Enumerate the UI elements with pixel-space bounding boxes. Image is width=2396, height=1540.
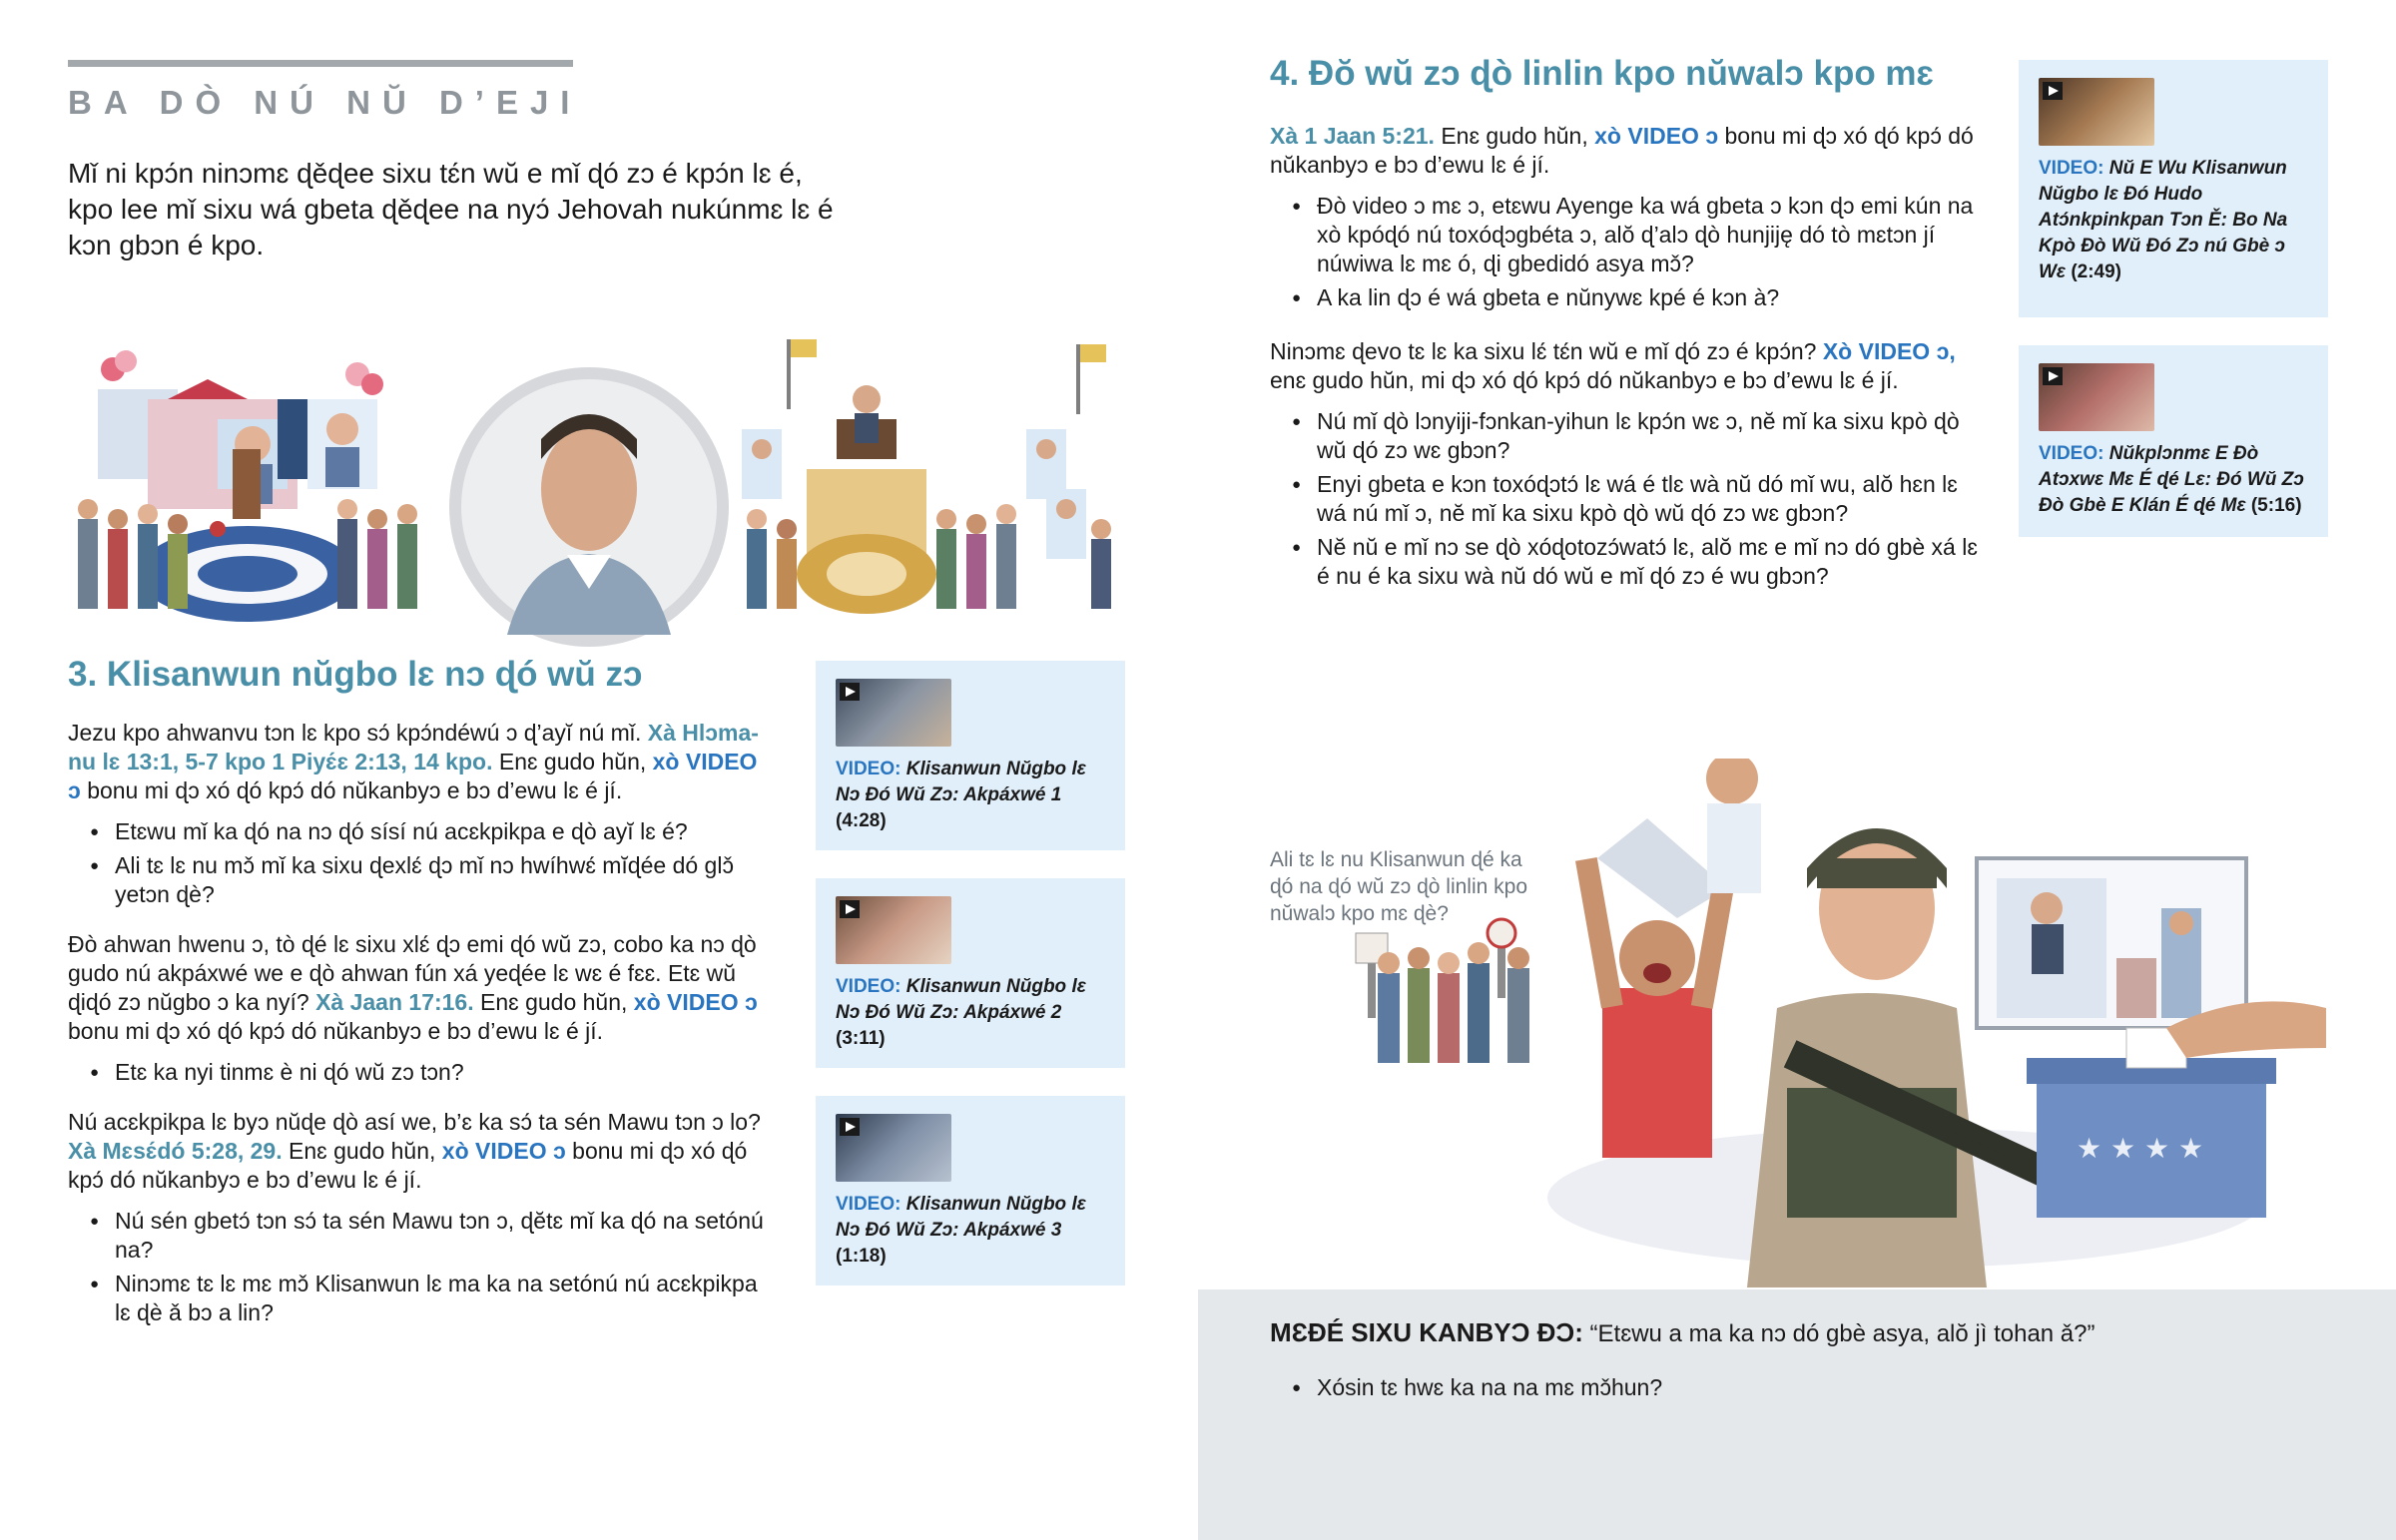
boy-with-flag (1706, 759, 1761, 893)
question-list (68, 1058, 767, 1087)
paragraph-text: bonu mi ɖɔ xó ɖó kpɔ́ dó nŭkanbyɔ e bɔ d’ewu lɛ é jí. (68, 1138, 748, 1193)
footer-label: MƐÐÉ SIXU KANBYƆ ÐƆ: (1270, 1317, 1583, 1347)
question-item: ● Etɛwu mǐ ka ɖó na nɔ ɖó sísí nú acɛkpikpa e ɖò ayĭ lɛ é? (68, 817, 767, 846)
scripture-link[interactable]: Xà 1 Jaan 5:21. (1270, 123, 1435, 149)
video-caption: VIDEO: Klisanwun Nŭgbo lɛ Nɔ Ðó Wŭ Zɔ: Akpáxwé 2 (3:11) (836, 976, 1086, 1049)
question-list (68, 1207, 767, 1327)
paragraph-text: Enɛ gudo hŭn, (498, 749, 647, 774)
question-item: ● Xósin tɛ hwɛ ka na na mɛ mɔ̌hun? (1270, 1373, 2168, 1402)
paragraph-text: Ninɔmɛ ɖevo tɛ lɛ ka sixu lɛ́ tɛ́n wŭ e mǐ ɖó zɔ é kpɔ́n? (1270, 338, 1817, 364)
illustration-caption: Ali tɛ lɛ nu Klisanwun ɖé ka ɖó na ɖó wŭ zɔ ɖò linlin kpo nŭwalɔ kpo mɛ ɖè? (1270, 848, 1527, 925)
footer-question-list (1270, 1373, 2168, 1407)
play-icon[interactable] (840, 1118, 860, 1136)
video-card-4[interactable] (2019, 60, 2328, 317)
video-link[interactable]: xò VIDEO ɔ (1594, 123, 1719, 149)
portrait-medallion (449, 367, 729, 647)
paragraph-text: Enɛ gudo hŭn, (289, 1138, 436, 1164)
play-icon[interactable] (2043, 82, 2063, 100)
section-4-paragraph-2 (1270, 337, 1989, 395)
play-icon[interactable] (840, 900, 860, 918)
scripture-link[interactable]: Xà Jaan 17:16. (315, 989, 474, 1015)
footer-question (1270, 1317, 2096, 1349)
video-thumbnail[interactable] (2039, 78, 2154, 146)
question-item: ● Nú sén gbetɔ́ tɔn sɔ́ ta sén Mawu tɔn ɔ, ɖĕtɛ mǐ ka ɖó na setónú na? (68, 1207, 767, 1265)
question-list (68, 817, 767, 909)
question-item: ● Enyi gbeta e kɔn toxóɖɔtɔ́ lɛ wá é tlɛ wà nŭ dó mǐ wu, alŏ hɛn lɛ wá nú mǐ ɔ, nĕ mǐ ka sixu kpò ɖò wŭ ɖó zɔ wɛ gbɔn? (1270, 470, 1989, 528)
paragraph-text: Ðò ahwan hwenu ɔ, tò ɖé lɛ sixu xlɛ́ ɖɔ emi ɖó wŭ zɔ, cobo ka nɔ ɖò gudo nú akpáxwé we e ɖò ahwan fún xá yeɖée lɛ wɛ é fɛɛ. Etɛ wŭ ɖiɖó zɔ nŭgbo ɔ ka nyí? (68, 931, 757, 1015)
political-rally-illustration (68, 329, 1126, 679)
video-link[interactable]: Xò VIDEO ɔ, (1822, 338, 1956, 364)
tv-screen (1977, 858, 2246, 1028)
question-list (1270, 192, 1989, 312)
protest-crowd (1356, 919, 1529, 1063)
footer-question-band (1198, 1289, 2396, 1540)
paragraph-text: Jezu kpo ahwanvu tɔn lɛ kpo sɔ́ kpɔ́ndéwú ɔ ɖ’ayĭ nú mǐ. (68, 720, 642, 746)
video-card-1[interactable] (816, 661, 1125, 850)
scripture-link[interactable]: Xà Mɛsɛ́dó 5:28, 29. (68, 1138, 283, 1164)
video-thumbnail[interactable] (836, 679, 951, 747)
question-item: ● A ka lin ɖɔ é wá gbeta e nŭnywɛ kpé é kɔn à? (1270, 283, 1989, 312)
video-card-5[interactable] (2019, 345, 2328, 537)
video-caption: VIDEO: Nŭkplɔnmɛ E Ðò Atɔxwɛ Mɛ É ɖé Lɛ: Ðó Wŭ Zɔ Ðò Gbè E Klán É ɖé Mɛ (5:16) (2039, 443, 2304, 516)
question-list (1270, 407, 1989, 591)
video-thumbnail[interactable] (2039, 363, 2154, 431)
video-link[interactable]: xò VIDEO ɔ (633, 989, 758, 1015)
video-caption: VIDEO: Nŭ E Wu Klisanwun Nŭgbo lɛ Ðó Hudo Atɔ́nkpinkpan Tɔn Ě: Bo Na Kpò Ðò Wŭ Ðó Zɔ nú Gbè ɔ Wɛ (2:49) (2039, 158, 2288, 282)
section-4-title: 4. Ðŏ wŭ zɔ ɖò linlin kpo nŭwalɔ kpo mɛ (1270, 54, 1934, 93)
intro-paragraph: Mǐ ni kpɔ́n ninɔmɛ ɖěɖee sixu tɛ́n wŭ e mǐ ɖó zɔ é kpɔ́n lɛ é, kpo lee mǐ sixu wá gbeta ɖěɖee na nyɔ́ Jehovah nukúnmɛ lɛ é kɔn gbɔn é kpo. (68, 158, 834, 260)
section-3-title: 3. Klisanwun nŭgbo lɛ nɔ ɖó wŭ zɔ (68, 655, 643, 694)
video-link[interactable]: xò VIDEO ɔ (68, 749, 758, 803)
question-item: ● Etɛ ka nyi tinmɛ è ni ɖó wŭ zɔ tɔn? (68, 1058, 767, 1087)
right-rally-scene (742, 339, 1111, 614)
paragraph-text: Enɛ gudo hŭn, (480, 989, 628, 1015)
question-item: ● Ðò video ɔ mɛ ɔ, etɛwu Ayenge ka wá gbeta ɔ kɔn ɖɔ emi kún na xò kpóɖó nú toxóɖɔgbéta ɔ, alŏ ɖ’alɔ ɖò hunjiję dó tò mɛtɔn jí núwiwa lɛ mɛ ó, ɖi gbedidó asya mɔ̌? (1270, 192, 1989, 278)
video-thumbnail[interactable] (836, 896, 951, 964)
section-4-paragraph-1 (1270, 122, 1989, 180)
left-rally-scene (78, 350, 417, 622)
footer-question-text: “Etɛwu a ma ka nɔ dó gbè asya, alŏ jì tohan ǎ?” (1589, 1320, 2096, 1347)
play-icon[interactable] (2043, 367, 2063, 385)
question-item: ● Ninɔmɛ tɛ lɛ mɛ mɔ̌ Klisanwun lɛ ma ka na setónú nú acɛkpikpa lɛ ɖè ǎ bɔ a lin? (68, 1270, 767, 1327)
top-rule (68, 60, 573, 67)
video-caption: VIDEO: Klisanwun Nŭgbo lɛ Nɔ Ðó Wŭ Zɔ: Akpáxwé 1 (4:28) (836, 759, 1086, 831)
ballot-box (2027, 1028, 2276, 1218)
video-thumbnail[interactable] (836, 1114, 951, 1182)
play-icon[interactable] (840, 683, 860, 701)
paragraph-text: enɛ gudo hŭn, mi ɖɔ xó ɖó kpɔ́ dó nŭkanbyɔ e bɔ d’ewu lɛ é jí. (1270, 367, 1899, 393)
question-item: ● Nĕ nŭ e mǐ nɔ se ɖò xóɖotozɔ́watɔ́ lɛ, alŏ mɛ e mǐ nɔ dó gbè xá lɛ é nu é ka sixu wà nŭ dó wŭ e mǐ ɖó zɔ é wu gbɔn? (1270, 533, 1989, 591)
section-3-paragraph-2 (68, 930, 767, 1046)
svg-text:★ ★ ★ ★: ★ ★ ★ ★ (2077, 1132, 2204, 1165)
paragraph-text: bonu mi ɖɔ xó ɖó kpɔ́ dó nŭkanbyɔ e bɔ d’ewu lɛ é jí. (68, 1018, 604, 1044)
video-card-2[interactable] (816, 878, 1125, 1068)
video-card-3[interactable] (816, 1096, 1125, 1285)
question-item: ● Nú mǐ ɖò lɔnyiji-fɔnkan-yihun lɛ kpɔ́n wɛ ɔ, nĕ mǐ ka sixu kpò ɖò wŭ ɖó zɔ wɛ gbɔn? (1270, 407, 1989, 465)
section-3-paragraph-1 (68, 719, 767, 805)
video-link[interactable]: xò VIDEO ɔ (441, 1138, 566, 1164)
section-3 (68, 655, 767, 1332)
section-4 (1270, 54, 1989, 596)
paragraph-text: Enɛ gudo hŭn, (1441, 123, 1588, 149)
kicker-heading: BA DÒ NÚ NŬ D’EJI (68, 84, 582, 121)
paragraph-text: bonu mi ɖɔ xó ɖó kpɔ́ dó nŭkanbyɔ e bɔ d’ewu lɛ é jí. (1270, 123, 1974, 178)
section-3-paragraph-3 (68, 1108, 767, 1195)
video-caption: VIDEO: Klisanwun Nŭgbo lɛ Nɔ Ðó Wŭ Zɔ: Akpáxwé 3 (1:18) (836, 1194, 1086, 1267)
question-item: ● Ali tɛ lɛ nu mɔ̌ mǐ ka sixu ɖexlɛ́ ɖɔ mǐ nɔ hwíhwɛ́ mĭɖée dó glɔ̌ yetɔn ɖè? (68, 851, 767, 909)
paragraph-text: Nú acɛkpikpa lɛ byɔ nŭɖe ɖò así we, b’ɛ ka sɔ́ ta sén Mawu tɔn ɔ lo? (68, 1109, 761, 1135)
neutrality-illustration (1348, 759, 2326, 1287)
paragraph-text: bonu mi ɖɔ xó ɖó kpɔ́ dó nŭkanbyɔ e bɔ d’ewu lɛ é jí. (87, 777, 623, 803)
scripture-link[interactable]: Xà Hlɔmanu lɛ 13:1, 5-7 kpo 1 Piyɛ́ɛ 2:13, 14 kpo. (68, 720, 759, 774)
